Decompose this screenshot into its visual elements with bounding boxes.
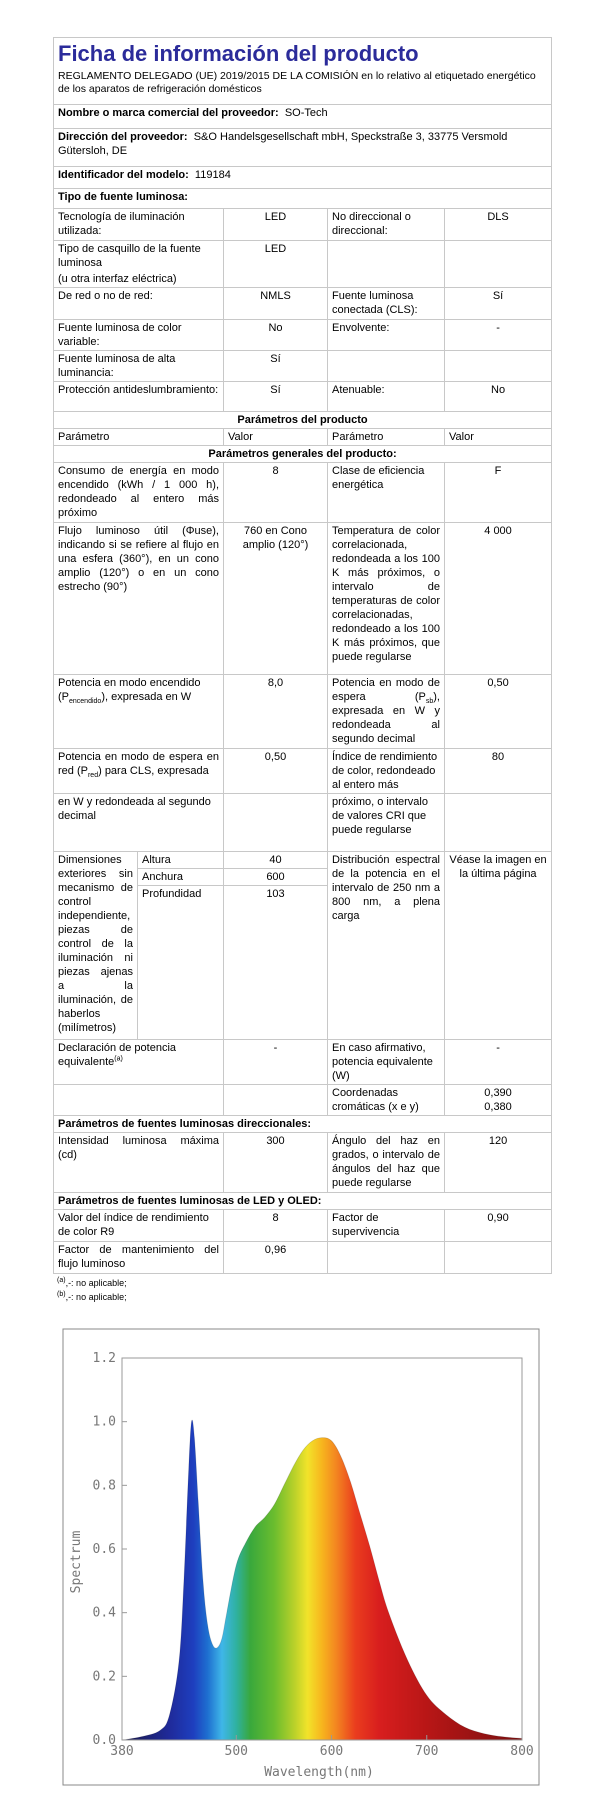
spd-value: Véase la imagen en la última página: [445, 851, 552, 1039]
footnote-a: $^{(a)}$,-: no aplicable;: [57, 1276, 127, 1288]
y-tick-label: 0.8: [92, 1478, 116, 1494]
cap-label-line2: (u otra interfaz eléctrica): [58, 272, 177, 285]
chromaticity-y: 0,380: [484, 1100, 512, 1113]
y-axis-label: Spectrum: [69, 1530, 84, 1594]
empty-cell: [328, 240, 445, 287]
y-tick-label: 0.2: [92, 1669, 116, 1685]
cri-value: 80: [445, 748, 552, 793]
product-params-heading: Parámetros del producto: [54, 411, 552, 428]
standby-label: Potencia en modo de espera $(P_{sb})$, expresada en W y redondeada al segundo decimal: [328, 674, 445, 748]
y-tick-label: 1.2: [92, 1351, 116, 1366]
address-row: [54, 128, 552, 166]
energy-label: Consumo de energía en modo encendido (kWh / 1 000 h), redondeado al entero más próximo: [54, 462, 224, 522]
col-header-value-2: Valor: [445, 428, 552, 445]
cls-label: Fuente luminosa conectada (CLS):: [328, 287, 445, 319]
flux-label: Flujo luminoso útil (Φuse), indicando si se refiere al flujo en una esfera (360°), en un cono amplio (120°) o en un cono estrecho (90°): [54, 522, 224, 674]
light-source-type-heading: Tipo de fuente luminosa:: [54, 188, 552, 208]
power-on-label: Potencia en modo encendido $(P_{encendido})$, expresada en W: [54, 674, 224, 748]
survival-value: 0,90: [445, 1209, 552, 1241]
height-label: Altura: [138, 851, 224, 868]
dimmable-value: No: [445, 381, 552, 411]
high-luminance-label: Fuente luminosa de alta luminancia:: [54, 350, 224, 381]
flux-value: 760 en Cono amplio (120°): [224, 522, 328, 674]
y-tick-label: 0.6: [92, 1542, 116, 1557]
network-standby-label: Potencia en modo de espera en red $(P_{red})$ para CLS, expresada: [54, 748, 224, 793]
envelope-value: -: [445, 319, 552, 350]
envelope-label: Envolvente:: [328, 319, 445, 350]
empty-cell: [445, 350, 552, 381]
col-header-param-2: Parámetro: [328, 428, 445, 445]
cri-label-cont: próximo, o intervalo de valores CRI que puede regularse: [328, 793, 445, 851]
led-params-heading: Parámetros de fuentes luminosas de LED y OLED:: [54, 1192, 552, 1209]
empty-cell: [328, 1241, 445, 1273]
height-value: 40: [224, 851, 328, 868]
maintenance-label: Factor de mantenimiento del flujo luminoso: [54, 1241, 224, 1273]
col-header-param: Parámetro: [54, 428, 224, 445]
power-on-value: 8,0: [224, 674, 328, 748]
r9-label: Valor del índice de rendimiento de color R9: [54, 1209, 224, 1241]
glare-value: Sí: [224, 381, 328, 411]
chromaticity-value: [445, 1084, 552, 1115]
empty-cell: [224, 1084, 328, 1115]
depth-value: 103: [224, 885, 328, 1039]
beam-angle-value: 120: [445, 1132, 552, 1192]
depth-label: Profundidad: [138, 885, 224, 1039]
footnote-b: $^{(b)}$,-: no aplicable;: [57, 1290, 127, 1302]
equivalent-power-value: -: [224, 1039, 328, 1084]
chromaticity-label: Coordenadas cromáticas (x e y): [328, 1084, 445, 1115]
supplier-row: [54, 104, 552, 128]
sheet-title: Ficha de información del producto: [54, 38, 552, 70]
chromaticity-x: 0,390: [484, 1086, 512, 1099]
x-axis-label: Wavelength(nm): [264, 1765, 374, 1780]
equivalent-watts-value: -: [445, 1039, 552, 1084]
dimmable-label: Atenuable:: [328, 381, 445, 411]
cap-label-line1: Tipo de casquillo de la fuente luminosa: [58, 242, 201, 269]
mains-label: De red o no de red:: [54, 287, 224, 319]
address-value: S&O Handelsgesellschaft mbH, Speckstraße 3, 33775 Versmold Gütersloh, DE: [58, 130, 508, 157]
width-value: 600: [224, 868, 328, 885]
y-tick-label: 0.4: [92, 1605, 116, 1621]
survival-label: Factor de supervivencia: [328, 1209, 445, 1241]
y-tick-label: 0.0: [92, 1733, 116, 1748]
spectrum-chart: [62, 1328, 540, 1786]
empty-cell: [328, 350, 445, 381]
class-label: Clase de eficiencia energética: [328, 462, 445, 522]
cct-value: 4 000: [445, 522, 552, 674]
address-label: Dirección del proveedor:: [58, 130, 188, 143]
empty-cell: [445, 793, 552, 851]
tech-label: Tecnología de iluminación utilizada:: [54, 208, 224, 240]
mains-value: NMLS: [224, 287, 328, 319]
y-tick-label: 1.0: [92, 1414, 116, 1430]
high-luminance-value: Sí: [224, 350, 328, 381]
empty-cell: [54, 1084, 224, 1115]
intensity-value: 300: [224, 1132, 328, 1192]
equivalent-watts-label: En caso afirmativo, potencia equivalente (W): [328, 1039, 445, 1084]
col-header-value: Valor: [224, 428, 328, 445]
product-information-sheet: [53, 37, 551, 1304]
model-row: [54, 166, 552, 188]
cls-value: Sí: [445, 287, 552, 319]
network-standby-value: 0,50: [224, 748, 328, 793]
dimensions-label: Dimensiones exteriores sin mecanismo de control independiente, piezas de control de la iluminación ni piezas ajenas a la iluminación, de haberlos (milímetros): [54, 851, 138, 1039]
supplier-label: Nombre o marca comercial del proveedor:: [58, 106, 279, 119]
x-tick-label: 380: [110, 1744, 134, 1759]
supplier-value: SO-Tech: [284, 106, 328, 119]
regulation-text: REGLAMENTO DELEGADO (UE) 2019/2015 DE LA COMISIÓN en lo relativo al etiquetado energético de los aparatos de refrigeración domésticos: [54, 69, 552, 104]
info-table: [53, 37, 552, 1274]
r9-value: 8: [224, 1209, 328, 1241]
x-tick-label: 600: [319, 1744, 344, 1759]
cri-label: Índice de rendimiento de color, redondeado al entero más: [328, 748, 445, 793]
model-label: Identificador del modelo:: [58, 168, 189, 181]
beam-angle-label: Ángulo del haz en grados, o intervalo de ángulos del haz que puede regularse: [328, 1132, 445, 1192]
empty-cell: [224, 793, 328, 851]
directional-params-heading: Parámetros de fuentes luminosas direccionales:: [54, 1115, 552, 1132]
nondirectional-label: No direccional o direccional:: [328, 208, 445, 240]
class-value: F: [445, 462, 552, 522]
network-standby-label-cont: en W y redondeada al segundo decimal: [54, 793, 224, 851]
cct-label: Temperatura de color correlacionada, redondeada a los 100 K más próximos, o intervalo de temperaturas de color correlacionadas, redondeado a los 100 K más próximos, que puede regularse: [328, 522, 445, 674]
standby-value: 0,50: [445, 674, 552, 748]
x-tick-label: 700: [415, 1744, 439, 1759]
x-tick-label: 800: [510, 1744, 534, 1759]
glare-label: Protección antideslumbramiento:: [54, 381, 224, 411]
colour-tunable-label: Fuente luminosa de color variable:: [54, 319, 224, 350]
tech-value: LED: [224, 208, 328, 240]
intensity-label: Intensidad luminosa máxima (cd): [54, 1132, 224, 1192]
general-params-heading: Parámetros generales del producto:: [54, 445, 552, 462]
equivalent-power-label: Declaración de potencia equivalente$^{(a)}$: [54, 1039, 224, 1084]
spd-label: Distribución espectral de la potencia en el intervalo de 250 nm a 800 nm, a plena carga: [328, 851, 445, 1039]
model-value: 119184: [194, 168, 231, 181]
nondirectional-value: DLS: [445, 208, 552, 240]
empty-cell: [445, 1241, 552, 1273]
width-label: Anchura: [138, 868, 224, 885]
cap-label: [54, 240, 224, 287]
colour-tunable-value: No: [224, 319, 328, 350]
maintenance-value: 0,96: [224, 1241, 328, 1273]
cap-value: LED: [224, 240, 328, 287]
energy-value: 8: [224, 462, 328, 522]
x-tick-label: 500: [224, 1744, 249, 1759]
empty-cell: [445, 240, 552, 287]
